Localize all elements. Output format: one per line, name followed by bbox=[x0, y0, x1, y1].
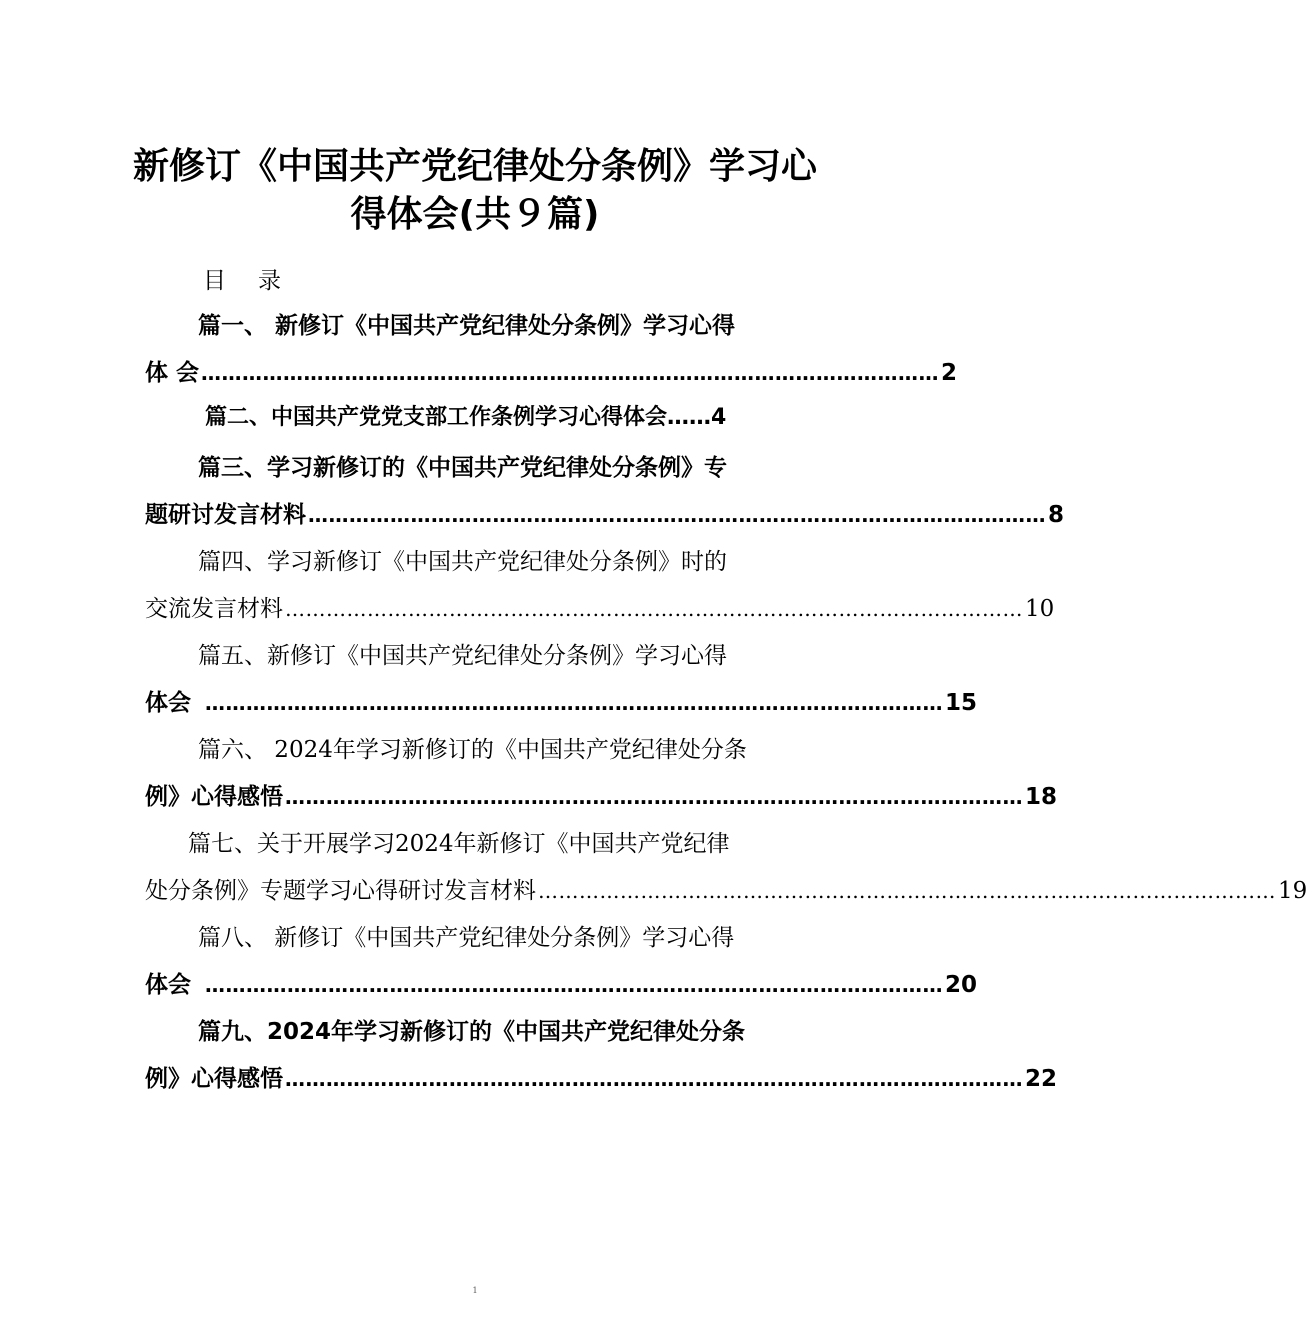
toc-leader: ……………………………………………………………………………………………… bbox=[205, 691, 943, 715]
document-title-line-1: 新修订《中国共产党纪律处分条例》学习心 bbox=[132, 146, 817, 187]
toc-entry-7-line-2 bbox=[145, 876, 1307, 906]
document-title-line-2: 得体会(共９篇) bbox=[350, 194, 600, 235]
toc-entry-4-line-1: 篇四、学习新修订《中国共产党纪律处分条例》时的 bbox=[198, 549, 727, 575]
toc-leader: ……………………………………………………………………………………………… bbox=[285, 785, 1023, 809]
toc-heading: 目录 bbox=[203, 268, 313, 294]
toc-entry-3-line-2 bbox=[145, 500, 1065, 530]
toc-leader: ……………………………………………………………………………………………… bbox=[285, 1067, 1023, 1091]
toc-leader: ……………………………………………………………………………………………… bbox=[285, 597, 1023, 621]
toc-entry-1-text: 体 会 bbox=[145, 360, 200, 386]
toc-entry-8-line-2 bbox=[145, 970, 978, 1000]
toc-entry-3-text: 题研讨发言材料 bbox=[145, 502, 306, 528]
toc-entry-9-line-2 bbox=[145, 1064, 1058, 1094]
toc-entry-8-line-1: 篇八、 新修订《中国共产党纪律处分条例》学习心得 bbox=[198, 925, 735, 951]
toc-entry-9-page: 22 bbox=[1025, 1066, 1058, 1092]
toc-entry-4-page: 10 bbox=[1025, 596, 1055, 622]
toc-entry-2-line: 篇二、中国共产党党支部工作条例学习心得体会……4 bbox=[205, 405, 727, 430]
toc-entry-1-line-1: 篇一、 新修订《中国共产党纪律处分条例》学习心得 bbox=[198, 313, 736, 339]
page-number: 1 bbox=[472, 1286, 478, 1295]
toc-entry-1-line-2 bbox=[145, 358, 958, 388]
toc-entry-6-text: 例》心得感悟 bbox=[145, 784, 283, 810]
toc-entry-9-text: 例》心得感悟 bbox=[145, 1066, 283, 1092]
toc-entry-5-text: 体会 bbox=[145, 690, 191, 716]
toc-entry-1-page: 2 bbox=[941, 360, 958, 386]
toc-leader: ……………………………………………………………………………………………… bbox=[201, 361, 940, 385]
toc-entry-3-page: 8 bbox=[1048, 502, 1065, 528]
toc-entry-6-line-1: 篇六、 2024年学习新修订的《中国共产党纪律处分条 bbox=[198, 737, 747, 763]
toc-leader: ……………………………………………………………………………………………… bbox=[538, 879, 1276, 903]
toc-entry-8-page: 20 bbox=[945, 972, 978, 998]
toc-entry-3-line-1: 篇三、学习新修订的《中国共产党纪律处分条例》专 bbox=[198, 455, 727, 481]
toc-entry-6-line-2 bbox=[145, 782, 1058, 812]
toc-entry-5-line-2 bbox=[145, 688, 978, 718]
toc-leader: ……………………………………………………………………………………………… bbox=[205, 973, 943, 997]
toc-entry-8-text: 体会 bbox=[145, 972, 191, 998]
toc-entry-5-page: 15 bbox=[945, 690, 978, 716]
toc-leader: ……………………………………………………………………………………………… bbox=[308, 503, 1046, 527]
toc-entry-4-line-2 bbox=[145, 594, 1055, 624]
toc-entry-7-page: 19 bbox=[1278, 878, 1307, 904]
toc-entry-6-page: 18 bbox=[1025, 784, 1058, 810]
toc-entry-7-text: 处分条例》专题学习心得研讨发言材料 bbox=[145, 878, 536, 904]
toc-entry-7-line-1: 篇七、关于开展学习2024年新修订《中国共产党纪律 bbox=[188, 831, 730, 857]
toc-entry-5-line-1: 篇五、新修订《中国共产党纪律处分条例》学习心得 bbox=[198, 643, 727, 669]
toc-entry-9-line-1: 篇九、2024年学习新修订的《中国共产党纪律处分条 bbox=[198, 1019, 746, 1045]
toc-entry-4-text: 交流发言材料 bbox=[145, 596, 283, 622]
